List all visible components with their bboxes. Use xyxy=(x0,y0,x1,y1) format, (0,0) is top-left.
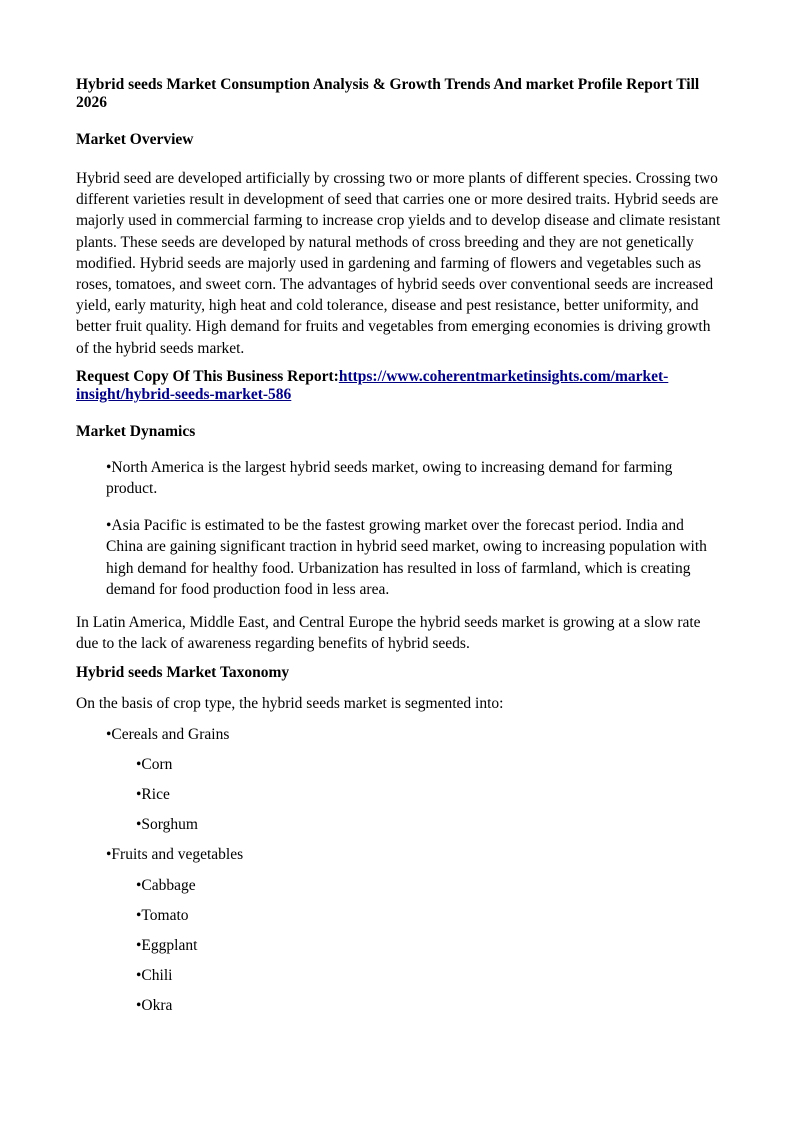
list-item-corn: •Corn xyxy=(136,755,173,773)
list-item-tomato: •Tomato xyxy=(136,906,189,924)
document-page xyxy=(76,76,722,1026)
list-item-cabbage: •Cabbage xyxy=(136,876,196,894)
document-title: Hybrid seeds Market Consumption Analysis & Growth Trends And market Profile Report Till 2026 xyxy=(76,76,700,111)
taxonomy-intro: On the basis of crop type, the hybrid seeds market is segmented into: xyxy=(76,695,504,713)
dynamics-closing-paragraph: In Latin America, Middle East, and Central Europe the hybrid seeds market is growing at a slow rate due to the lack of awareness regarding benefits of hybrid seeds. xyxy=(76,614,701,653)
market-overview-paragraph: Hybrid seed are developed artificially by crossing two or more plants of different species. Crossing two different varieties result in development of seed that carries one or more desired traits. Hybrid seeds are majorly used in commercial farming to increase crop yields and to develop disease and climate resistant plants. These seeds are developed by natural methods of cross breeding and they are not genetically modified. Hybrid seeds are majorly used in gardening and farming of flowers and vegetables such as roses, tomatoes, and sweet corn. The advantages of hybrid seeds over conventional seeds are increased yield, early maturity, high heat and cold tolerance, disease and pest resistance, better uniformity, and better fruit quality. High demand for fruits and vegetables from emerging economies is driving growth of the hybrid seeds market. xyxy=(76,170,721,357)
dynamics-bullet-north-america: •North America is the largest hybrid seeds market, owing to increasing demand for farming product. xyxy=(106,458,673,498)
list-item-sorghum: •Sorghum xyxy=(136,816,198,834)
report-link[interactable]: https://www.coherentmarketinsights.com/market-insight/hybrid-seeds-market-586 xyxy=(76,367,669,403)
list-item-rice: •Rice xyxy=(136,786,170,804)
list-item-okra: •Okra xyxy=(136,997,173,1015)
list-item-eggplant: •Eggplant xyxy=(136,937,198,955)
category-fruits-and-vegetables: •Fruits and vegetables xyxy=(106,846,244,864)
list-item-chili: •Chili xyxy=(136,967,173,985)
category-cereals-and-grains: •Cereals and Grains xyxy=(106,725,230,743)
request-copy-line xyxy=(76,368,722,404)
market-overview-heading: Market Overview xyxy=(76,131,194,148)
dynamics-bullet-asia-pacific: •Asia Pacific is estimated to be the fastest growing market over the forecast period. India and China are gaining significant traction in hybrid seed market, owing to increasing population with high demand for healthy food. Urbanization has resulted in loss of farmland, which is creating demand for food production food in less area. xyxy=(106,517,707,598)
market-dynamics-heading: Market Dynamics xyxy=(76,422,196,440)
request-copy-label: Request Copy Of This Business Report: xyxy=(76,367,339,385)
taxonomy-heading: Hybrid seeds Market Taxonomy xyxy=(76,664,290,682)
